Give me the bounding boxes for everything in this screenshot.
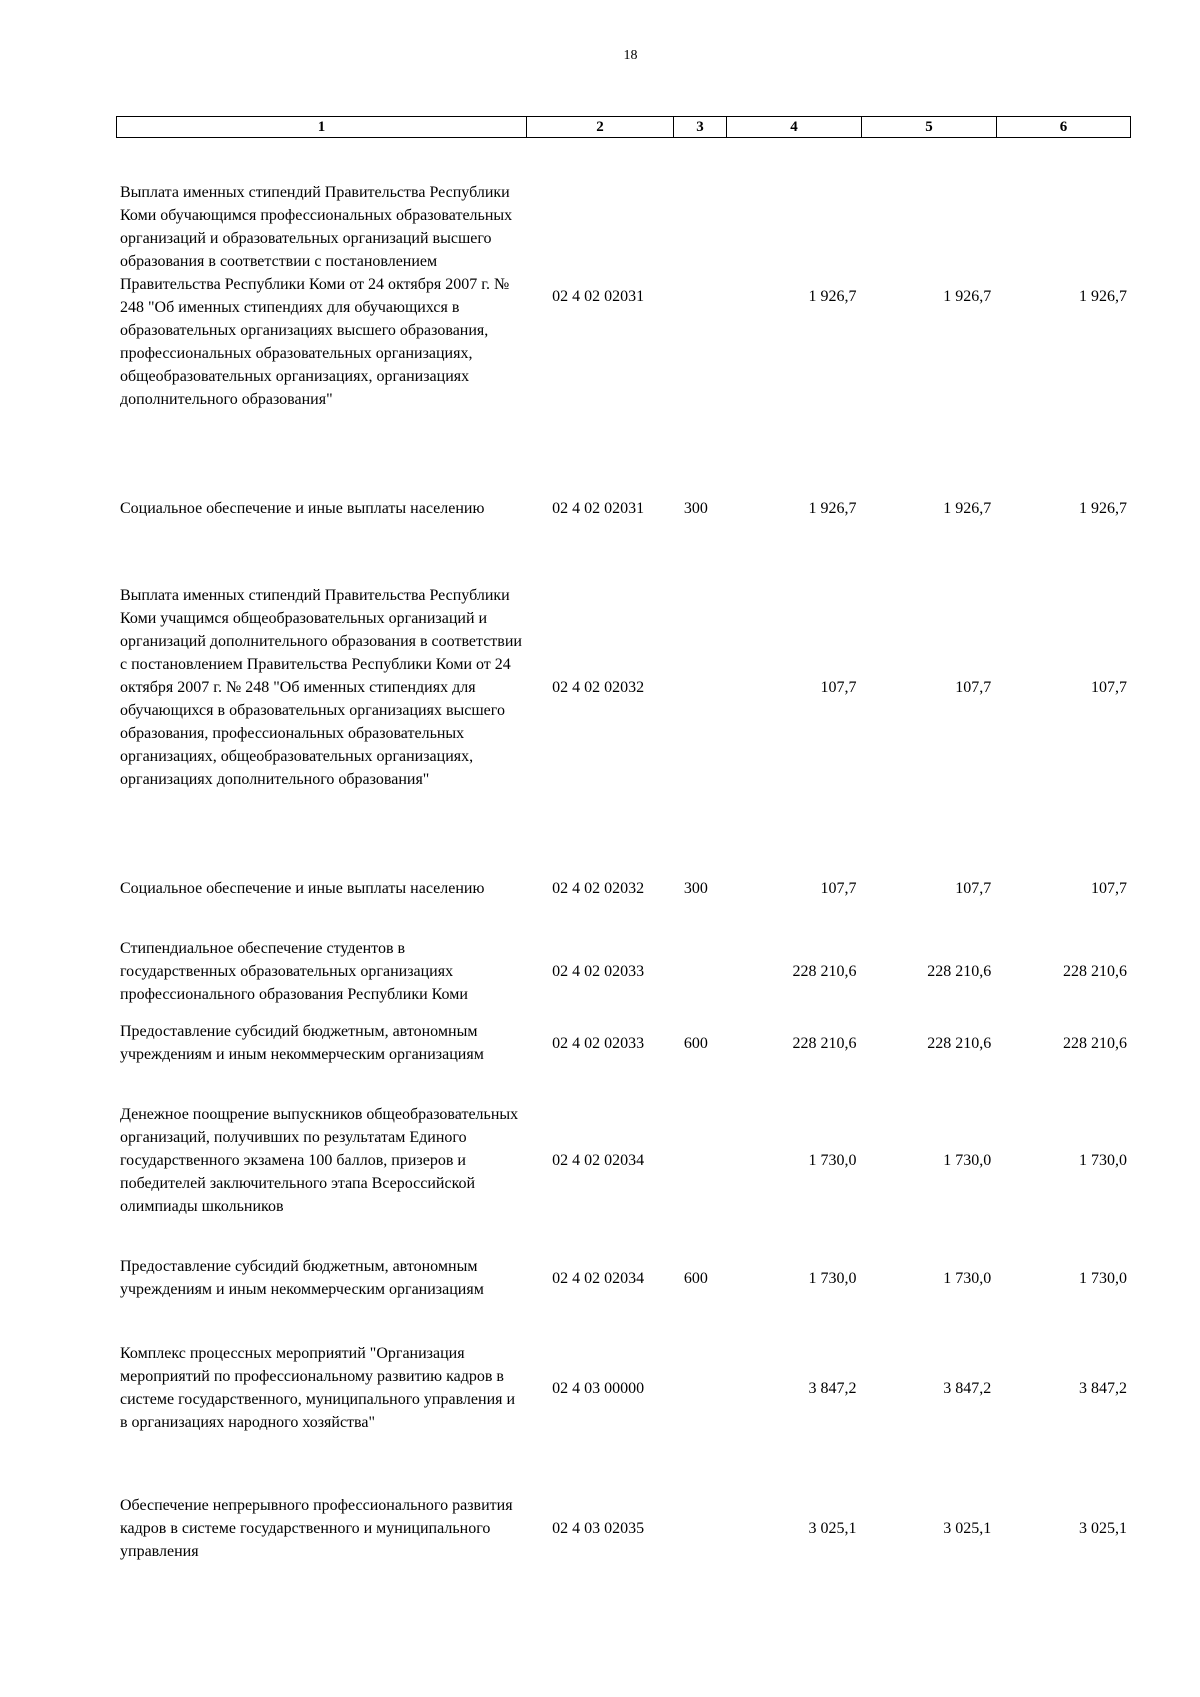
- item-name: Выплата именных стипендий Правительства Республики Коми обучающимся профессиональных образовательных организаций и образовательных организаций высшего образования в соответствии с постановлением Правительства Республики Коми от 24 октября 2007 г. № 248 "Об именных стипендиях для обучающихся в образовательных организациях высшего образования, профессиональных образовательных организациях, общеобразовательных организациях, организациях дополнительного образования": [120, 184, 513, 408]
- column-header-6: 6: [997, 117, 1131, 138]
- item-code: 02 4 02 02034: [552, 1152, 645, 1169]
- item-name: Предоставление субсидий бюджетным, автономным учреждениям и иным некоммерческим организациям: [120, 1023, 484, 1063]
- item-value-col4: 1 730,0: [808, 1269, 857, 1287]
- item-value-col5: 3 025,1: [943, 1520, 992, 1537]
- item-value-col5: 1 926,7: [943, 287, 992, 305]
- item-code: 02 4 02 02032: [552, 679, 645, 696]
- column-header-4: 4: [727, 117, 862, 138]
- item-value-col5: 1 730,0: [943, 1152, 992, 1169]
- table-row: [116, 1103, 1130, 1218]
- item-value-col6: 228 210,6: [1062, 963, 1127, 980]
- column-header-1: 1: [117, 117, 527, 138]
- item-value-col6: 107,7: [1090, 880, 1127, 897]
- item-code: 02 4 03 02035: [552, 1520, 645, 1537]
- item-code: 02 4 02 02032: [552, 880, 645, 897]
- table-row: [116, 1255, 1130, 1301]
- item-code: 02 4 02 02031: [552, 500, 645, 517]
- item-value-col6: 1 730,0: [1078, 1152, 1127, 1169]
- item-name: Социальное обеспечение и иные выплаты населению: [120, 500, 485, 517]
- column-header-5: 5: [862, 117, 997, 138]
- item-value-col4: 3 847,2: [808, 1379, 857, 1397]
- item-expense-type: 300: [683, 500, 708, 517]
- item-value-col6: 228 210,6: [1062, 1034, 1127, 1052]
- table-row: [116, 937, 1130, 1006]
- item-value-col5: 1 926,7: [943, 500, 992, 517]
- item-value-col6: 3 025,1: [1078, 1520, 1127, 1537]
- item-name: Предоставление субсидий бюджетным, автономным учреждениям и иным некоммерческим организациям: [120, 1258, 484, 1298]
- column-header-row: [117, 117, 1131, 138]
- page-number: 18: [623, 48, 638, 63]
- item-name: Стипендиальное обеспечение студентов в государственных образовательных организациях профессионального образования Республики Коми: [120, 940, 468, 1003]
- item-value-col4: 1 730,0: [808, 1152, 857, 1169]
- item-value-col4: 228 210,6: [792, 963, 857, 980]
- item-value-col6: 1 730,0: [1078, 1269, 1127, 1287]
- item-value-col6: 1 926,7: [1078, 500, 1127, 517]
- item-value-col6: 107,7: [1090, 679, 1127, 696]
- item-value-col5: 1 730,0: [943, 1269, 992, 1287]
- item-value-col6: 1 926,7: [1078, 287, 1127, 305]
- item-value-col4: 107,7: [820, 679, 857, 696]
- item-name: Обеспечение непрерывного профессионального развития кадров в системе государственного и муниципального управления: [120, 1497, 513, 1560]
- item-code: 02 4 03 00000: [552, 1379, 645, 1397]
- column-header-3: 3: [674, 117, 727, 138]
- item-expense-type: 600: [683, 1034, 708, 1052]
- table-row: [116, 1342, 1130, 1434]
- item-value-col4: 1 926,7: [808, 287, 857, 305]
- column-header-table: [116, 116, 1131, 138]
- item-code: 02 4 02 02031: [552, 287, 645, 305]
- item-value-col5: 3 847,2: [943, 1379, 992, 1397]
- item-value-col4: 107,7: [820, 880, 857, 897]
- item-name: Денежное поощрение выпускников общеобразовательных организаций, получивших по результатам Единого государственного экзамена 100 баллов, призеров и победителей заключительного этапа Всероссийской олимпиады школьников: [120, 1106, 519, 1215]
- column-header-2: 2: [527, 117, 674, 138]
- item-code: 02 4 02 02033: [552, 1034, 645, 1052]
- table-row: [116, 584, 1130, 791]
- item-value-col4: 3 025,1: [808, 1520, 857, 1537]
- item-value-col5: 107,7: [955, 880, 992, 897]
- table-row: [116, 1494, 1130, 1563]
- item-name: Социальное обеспечение и иные выплаты населению: [120, 880, 485, 897]
- table-row: [116, 497, 1130, 520]
- table-row: [116, 1020, 1130, 1066]
- item-value-col6: 3 847,2: [1078, 1379, 1127, 1397]
- item-expense-type: 600: [683, 1269, 708, 1287]
- item-value-col5: 228 210,6: [927, 963, 992, 980]
- table-row: [116, 181, 1130, 411]
- item-value-col4: 1 926,7: [808, 500, 857, 517]
- table-row: [116, 877, 1130, 900]
- item-value-col5: 228 210,6: [927, 1034, 992, 1052]
- item-expense-type: 300: [683, 880, 708, 897]
- item-code: 02 4 02 02034: [552, 1269, 645, 1287]
- item-code: 02 4 02 02033: [552, 963, 645, 980]
- item-value-col5: 107,7: [955, 679, 992, 696]
- item-name: Комплекс процессных мероприятий "Организация мероприятий по профессиональному развитию кадров в системе государственного, муниципального управления и в организациях народного хозяйства": [120, 1345, 516, 1431]
- item-value-col4: 228 210,6: [792, 1034, 857, 1052]
- item-name: Выплата именных стипендий Правительства Республики Коми учащимся общеобразовательных организаций и организаций дополнительного образования в соответствии с постановлением Правительства Республики Коми от 24 октября 2007 г. № 248 "Об именных стипендиях для обучающихся в образовательных организациях высшего образования, профессиональных образовательных организациях, общеобразовательных организациях, организациях дополнительного образования": [120, 587, 522, 788]
